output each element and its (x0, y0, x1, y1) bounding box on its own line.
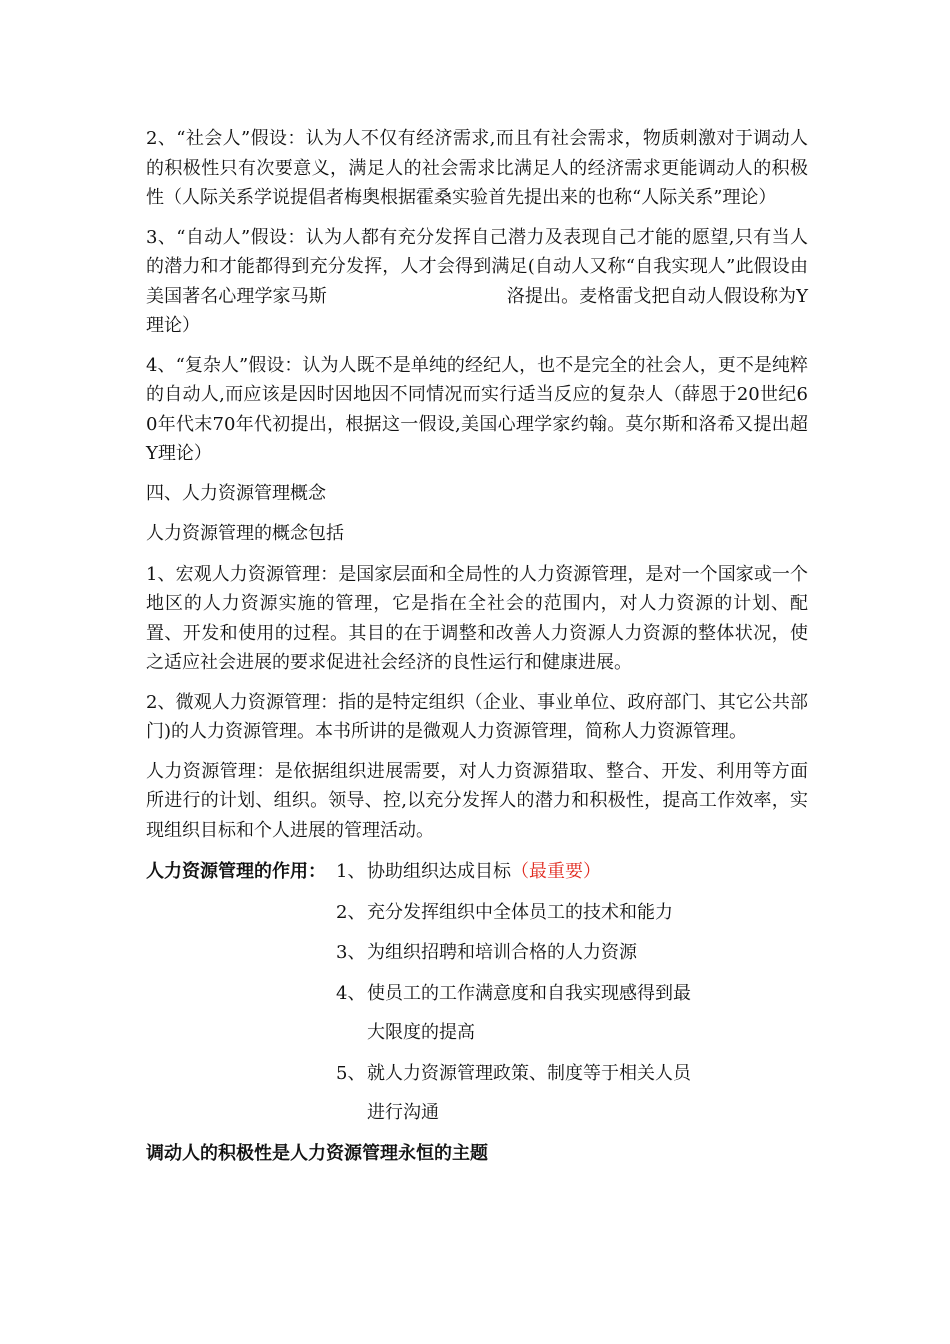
paragraph-self-actualizing-man (146, 223, 808, 341)
list-item-number: 2、 (336, 901, 366, 923)
indent-spacer (146, 898, 336, 928)
section-intro: 人力资源管理的概念包括 (146, 523, 344, 544)
list-item (146, 857, 808, 887)
document-page (146, 124, 808, 1168)
list-item-text: 充分发挥组织中全体员工的技术和能力 (367, 901, 673, 923)
paragraph-hrm-definition: 人力资源管理：是依据组织进展需要，对人力资源猎取、整合、开发、利用等方面所进行的计划、组织。领导、控,以充分发挥人的潜力和积极性，提高工作效率，实现组织目标和个人进展的管理活动。 (146, 760, 808, 841)
list-item-number: 3、 (336, 942, 366, 963)
indent-spacer (146, 938, 336, 968)
section-heading: 四、人力资源管理概念 (146, 482, 326, 504)
paragraph-social-man: 2、“社会人”假设：认为人不仅有经济需求,而且有社会需求，物质刺激对于调动人的积极性只有次要意义，满足人的社会需求比满足人的经济需求更能调动人的积极性（人际关系学说提倡者梅奥根据霍桑实验首先提出来的也称“人际关系”理论） (146, 128, 808, 208)
indent-spacer (146, 979, 336, 1048)
most-important-note: （最重要） (511, 861, 601, 882)
hrm-roles-list (146, 857, 808, 1128)
paragraph-self-actualizing-man-part1: 3、“自动人”假设：认为人都有充分发挥自己潜力及表现自己才能的愿望,只有当人的潜力和才能都得到充分发挥，人才会得到满足(自动人又称“自我实现人”此假设由美国著名心理学家马斯 (146, 226, 808, 307)
list-item-number: 5、 (336, 1062, 366, 1084)
paragraph-self-actualizing-man-part2: 洛提出。麦格雷戈把自动人假设称为Y理论） (146, 285, 808, 336)
role-text-continuation: 大限度的提高 (367, 1022, 475, 1043)
list-item (146, 938, 808, 968)
role-text-main: 就人力资源管理政策、制度等于相关人员 (367, 1062, 691, 1084)
closing-statement: 调动人的积极性是人力资源管理永恒的主题 (146, 1142, 488, 1164)
list-item-text (367, 1059, 737, 1128)
list-item (146, 1059, 808, 1128)
list-item (146, 979, 808, 1048)
list-item-number: 1、 (336, 861, 366, 882)
list-item-text (367, 857, 737, 887)
list-item (146, 898, 808, 928)
role-text-main: 使员工的工作满意度和自我实现感得到最 (367, 982, 691, 1004)
paragraph-complex-man: 4、“复杂人”假设：认为人既不是单纯的经纪人，也不是完全的社会人，更不是纯粹的自动人,而应该是因时因地因不同情况而实行适当反应的复杂人（薛恩于20世纪60年代末70年代初提出，根据这一假设,美国心理学家约翰。莫尔斯和洛希又提出超Y理论） (146, 354, 808, 464)
list-item-text: 为组织招聘和培训合格的人力资源 (367, 942, 637, 963)
role-text-main: 协助组织达成目标 (367, 861, 511, 882)
list-item-text (367, 979, 737, 1048)
roles-label: 人力资源管理的作用： (146, 861, 326, 882)
list-item-number: 4、 (336, 982, 366, 1004)
paragraph-macro-hrm: 1、宏观人力资源管理：是国家层面和全局性的人力资源管理，是对一个国家或一个地区的人力资源实施的管理，它是指在全社会的范围内，对人力资源的计划、配置、开发和使用的过程。其目的在于调整和改善人力资源人力资源的整体状况，使之适应社会进展的要求促进社会经济的良性运行和健康进展。 (146, 563, 808, 673)
role-text-continuation: 进行沟通 (367, 1102, 439, 1123)
indent-spacer (146, 1059, 336, 1128)
paragraph-micro-hrm: 2、微观人力资源管理：指的是特定组织（企业、事业单位、政府部门、其它公共部门)的人力资源管理。本书所讲的是微观人力资源管理，简称人力资源管理。 (146, 691, 808, 742)
